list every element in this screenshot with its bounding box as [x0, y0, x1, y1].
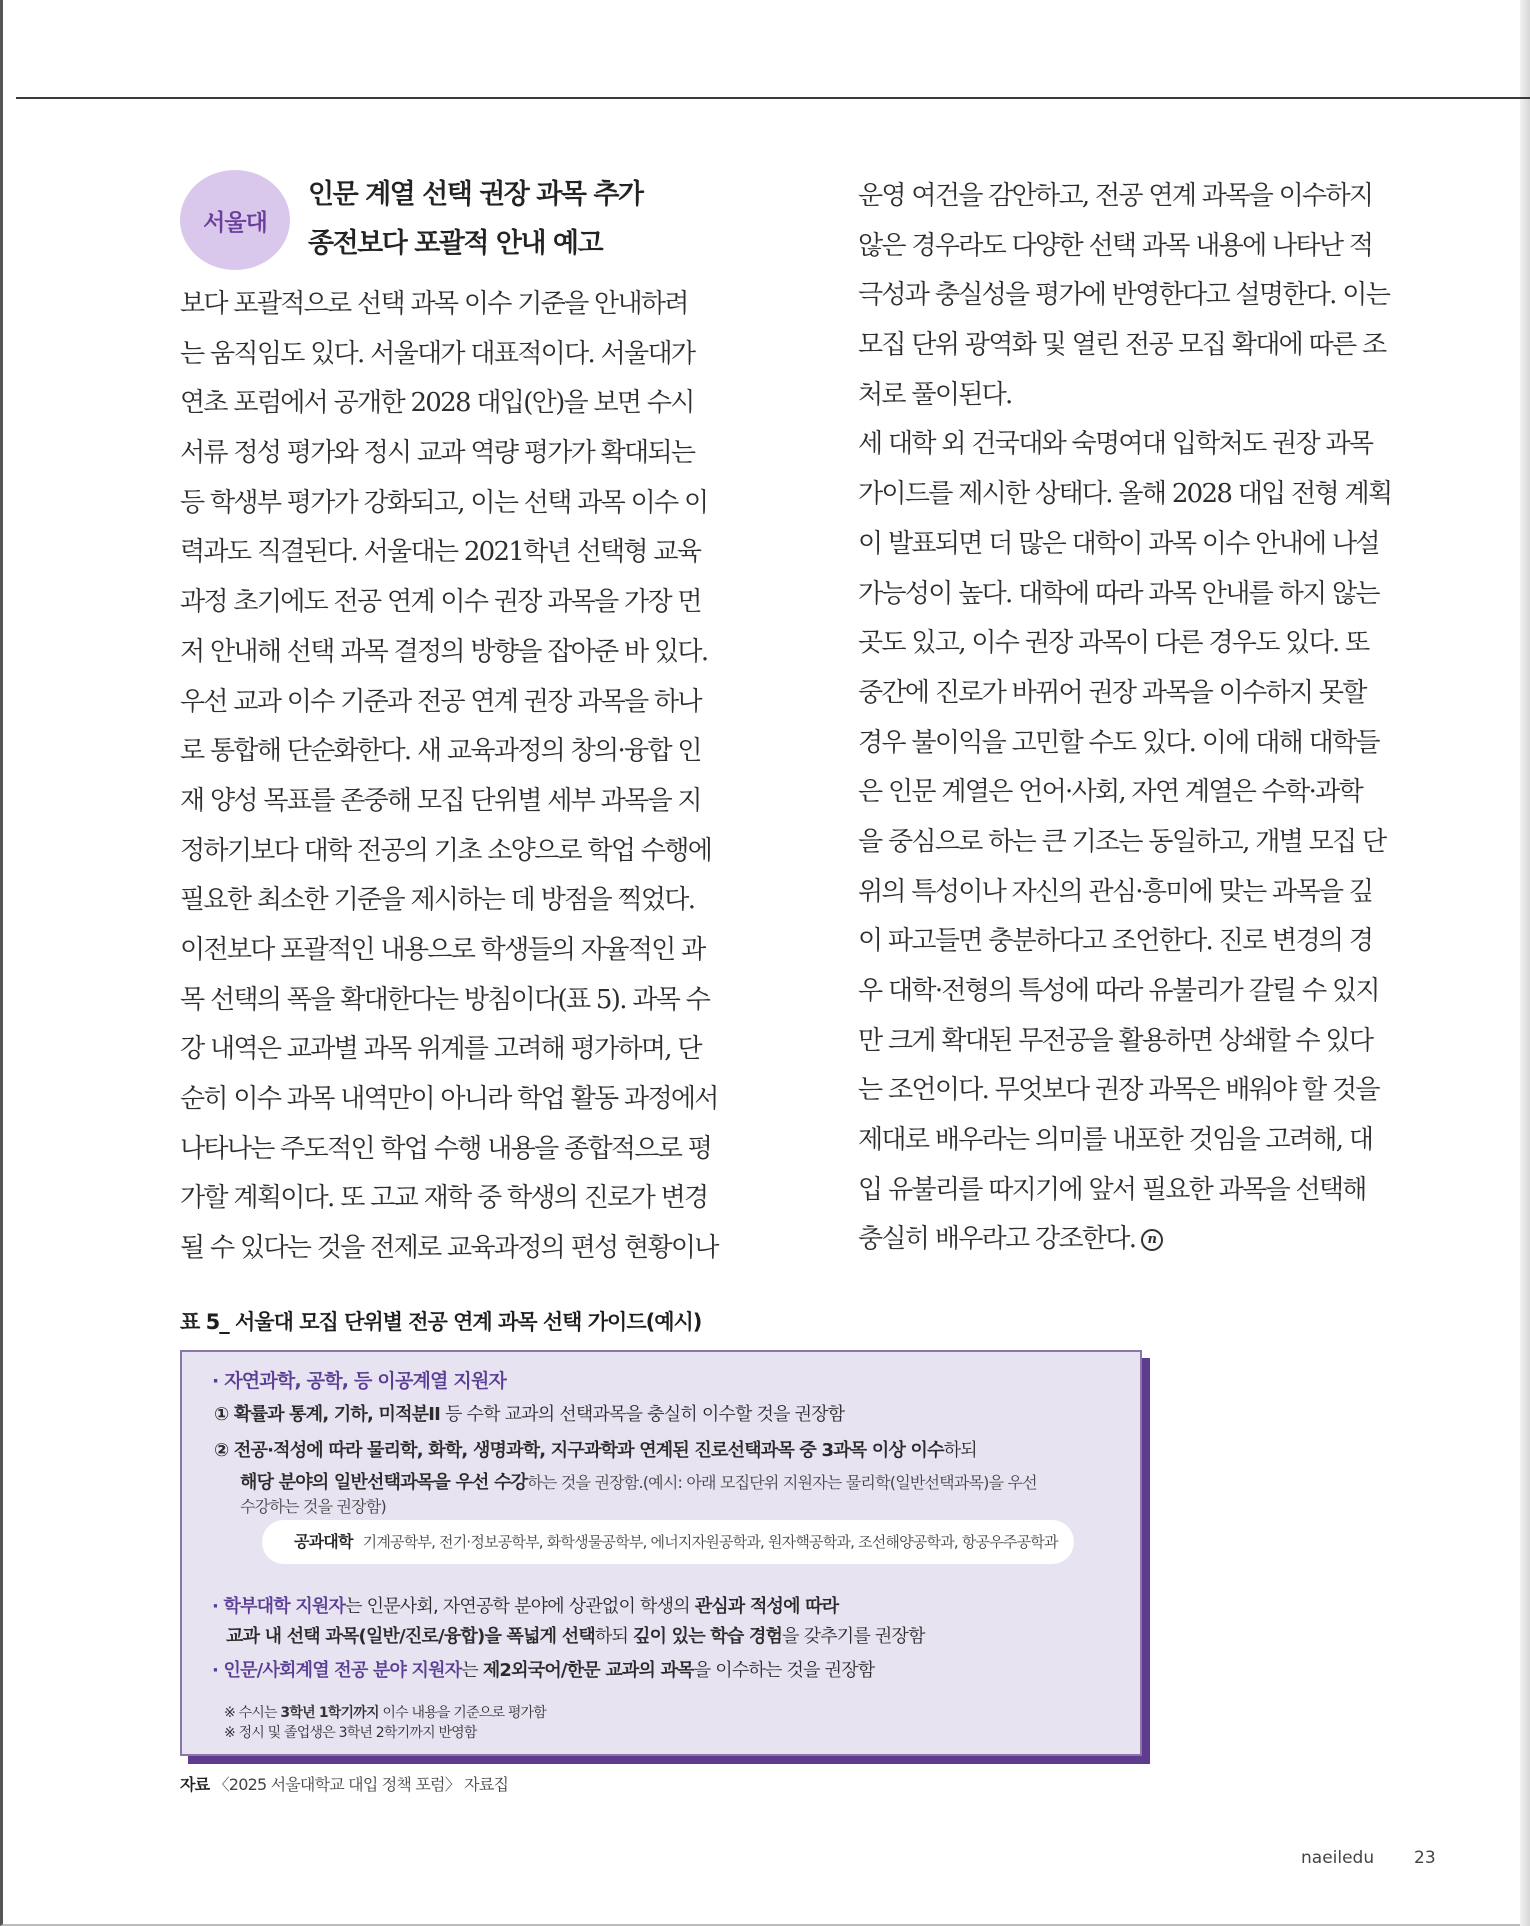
- body-line-text: 중간에 진로가 바뀌어 권장 과목을 이수하지 못할: [858, 677, 1366, 708]
- body-line-text: 모집 단위 광역화 및 열린 전공 모집 확대에 따른 조: [858, 330, 1386, 361]
- body-line-text: 저 안내해 선택 과목 결정의 방향을 잡아준 바 있다.: [180, 636, 708, 667]
- body-line: [858, 1215, 1438, 1265]
- body-line-text: 목 선택의 폭을 확대한다는 방침이다(표 5). 과목 수: [180, 984, 710, 1015]
- body-line-text: 을 중심으로 하는 큰 기조는 동일하고, 개별 모집 단: [858, 826, 1386, 857]
- body-line: [180, 876, 754, 926]
- section-title-line: 종전보다 포괄적 안내 예고: [308, 228, 603, 259]
- applicant-college-cont-bold1: 교과 내 선택 과목(일반/진로/융합)을 폭넓게 선택: [226, 1626, 595, 1647]
- body-line: [180, 379, 754, 429]
- body-line: [180, 678, 754, 728]
- body-line: [858, 768, 1438, 818]
- guide-item-2-tail: 수강하는 것을 권장함): [240, 1497, 386, 1516]
- source-label: 자료: [180, 1775, 210, 1794]
- body-line-text: 가할 계획이다. 또 고교 재학 중 학생의 진로가 변경: [180, 1183, 708, 1214]
- body-line: [858, 321, 1438, 371]
- applicant-college-bold: 관심과 적성에 따라: [694, 1596, 839, 1617]
- pill-label: 공과대학: [294, 1532, 353, 1551]
- guide-box: [180, 1350, 1142, 1756]
- body-line-text: 위의 특성이나 자신의 관심·흥미에 맞는 과목을 깊: [858, 876, 1373, 907]
- applicant-humanities-text: 는: [461, 1660, 483, 1681]
- body-line: [858, 669, 1438, 719]
- body-line-text: 는 조언이다. 무엇보다 권장 과목은 배워야 할 것을: [858, 1075, 1379, 1106]
- body-line-text: 이전보다 포괄적인 내용으로 학생들의 자율적인 과: [180, 934, 705, 965]
- guide-item-1: [214, 1400, 844, 1426]
- applicant-college-cont-text1: 하되: [594, 1626, 634, 1647]
- body-line: [858, 470, 1438, 520]
- note-early: [224, 1702, 546, 1722]
- guide-item-2-cont: [240, 1468, 1037, 1494]
- applicant-college-cont: [226, 1622, 925, 1648]
- body-line: [180, 528, 754, 578]
- body-line: [858, 520, 1438, 570]
- end-mark-icon: n: [1141, 1229, 1163, 1251]
- body-line: [858, 719, 1438, 769]
- guide-item-2: [214, 1436, 977, 1462]
- body-line-text: 운영 여건을 감안하고, 전공 연계 과목을 이수하지: [858, 181, 1373, 211]
- guide-item-1-bold: ① 확률과 통계, 기하, 미적분II: [214, 1404, 441, 1425]
- body-line-text: 가이드를 제시한 상태다. 올해 2028 대입 전형 계획: [858, 479, 1392, 510]
- article-column-right: [858, 172, 1438, 1265]
- article-body-right: [858, 172, 1438, 1265]
- body-line-text: 강 내역은 교과별 과목 위계를 고려해 평가하며, 단: [180, 1034, 701, 1065]
- body-line: [858, 619, 1438, 669]
- guide-item-2-bold: ② 전공·적성에 따라 물리학, 화학, 생명과학, 지구과학과 연계된 진로선택과목 중 3과목 이상 이수: [214, 1440, 944, 1461]
- body-line: [858, 371, 1438, 421]
- section-title: [308, 170, 642, 268]
- page-edge: [1520, 0, 1530, 1926]
- body-line-text: 는 움직임도 있다. 서울대가 대표적이다. 서울대가: [180, 338, 695, 369]
- body-line-text: 처로 풀이된다.: [858, 379, 1012, 410]
- body-line: [858, 1166, 1438, 1216]
- body-line-text: 극성과 충실성을 평가에 반영한다고 설명한다. 이는: [858, 280, 1390, 311]
- applicant-humanities: [212, 1656, 874, 1682]
- body-line: [858, 570, 1438, 620]
- body-line-text: 과정 초기에도 전공 연계 이수 권장 과목을 가장 먼: [180, 587, 701, 618]
- body-line: [858, 917, 1438, 967]
- body-line: [180, 777, 754, 827]
- body-line: [180, 429, 754, 479]
- body-line: [858, 420, 1438, 470]
- body-line-text: 될 수 있다는 것을 전제로 교육과정의 편성 현황이나: [180, 1233, 718, 1264]
- body-line-text: 우선 교과 이수 기준과 전공 연계 권장 과목을 하나: [180, 686, 701, 717]
- source-text: 〈2025 서울대학교 대입 정책 포럼〉 자료집: [213, 1775, 509, 1794]
- body-line: [858, 222, 1438, 272]
- body-line: [180, 1174, 754, 1224]
- body-line-text: 가능성이 높다. 대학에 따라 과목 안내를 하지 않는: [858, 578, 1379, 609]
- applicant-college-cont-bold2: 깊이 있는 학습 경험: [633, 1626, 783, 1647]
- body-line-text: 경우 불이익을 고민할 수도 있다. 이에 대해 대학들: [858, 727, 1379, 758]
- note-early-bold: 3학년 1학기까지: [280, 1705, 379, 1721]
- body-line: [858, 1116, 1438, 1166]
- note-regular: ※ 정시 및 졸업생은 3학년 2학기까지 반영함: [224, 1725, 477, 1741]
- body-line-text: 않은 경우라도 다양한 선택 과목 내용에 나타난 적: [858, 230, 1373, 261]
- section-title-line: 인문 계열 선택 권장 과목 추가: [308, 179, 643, 210]
- body-line: [180, 827, 754, 877]
- table-source: [180, 1772, 508, 1795]
- body-line-text: 정하기보다 대학 전공의 기초 소양으로 학업 수행에: [180, 835, 712, 866]
- body-line-text: 력과도 직결된다. 서울대는 2021학년 선택형 교육: [180, 537, 701, 568]
- university-badge: 서울대: [180, 170, 290, 270]
- body-line-text: 세 대학 외 건국대와 숙명여대 입학처도 권장 과목: [858, 429, 1373, 460]
- body-line: [180, 1224, 754, 1274]
- body-line-text: 로 통합해 단순화한다. 새 교육과정의 창의·융합 인: [180, 736, 701, 767]
- applicant-humanities-bold: 제2외국어/한문 교과의 과목: [482, 1660, 694, 1681]
- body-line-text: 이 파고들면 충분하다고 조언한다. 진로 변경의 경: [858, 926, 1373, 957]
- guide-item-1-text: 등 수학 교과의 선택과목을 충실히 이수할 것을 권장함: [440, 1404, 845, 1425]
- body-line-text: 이 발표되면 더 많은 대학이 과목 이수 안내에 나설: [858, 528, 1379, 559]
- applicant-humanities-label: · 인문/사회계열 전공 분야 지원자: [212, 1660, 462, 1681]
- body-line: [858, 868, 1438, 918]
- body-line: [180, 280, 754, 330]
- body-line-text: 제대로 배우라는 의미를 내포한 것임을 고려해, 대: [858, 1125, 1373, 1156]
- body-line: [858, 271, 1438, 321]
- guide-item-2-cont-bold: 해당 분야의 일반선택과목을 우선 수강: [240, 1472, 528, 1493]
- article-column-left: [180, 170, 754, 1274]
- applicant-college-text: 는 인문사회, 자연공학 분야에 상관없이 학생의: [345, 1596, 695, 1617]
- body-line-text: 서류 정성 평가와 정시 교과 역량 평가가 확대되는: [180, 438, 695, 469]
- body-line: [180, 628, 754, 678]
- note-early-post: 이수 내용을 기준으로 평가함: [378, 1705, 547, 1721]
- body-line: [180, 1075, 754, 1125]
- body-line-text: 충실히 배우라고 강조한다.: [858, 1224, 1136, 1255]
- applicant-science: · 자연과학, 공학, 등 이공계열 지원자: [212, 1370, 507, 1392]
- body-line: [180, 330, 754, 380]
- body-line: [180, 727, 754, 777]
- section-heading: [180, 170, 754, 280]
- applicant-college-label: · 학부대학 지원자: [212, 1596, 346, 1617]
- body-line-text: 순히 이수 과목 내역만이 아니라 학업 활동 과정에서: [180, 1084, 718, 1114]
- guide-item-2-cont-text: 하는 것을 권장함.(예시: 아래 모집단위 지원자는 물리학(일반선택과목)을 우선: [527, 1473, 1037, 1492]
- body-line: [180, 976, 754, 1026]
- body-line: [858, 818, 1438, 868]
- engineering-units-pill: [262, 1520, 1074, 1564]
- body-line: [858, 967, 1438, 1017]
- body-line: [180, 926, 754, 976]
- body-line: [180, 1025, 754, 1075]
- body-line-text: 은 인문 계열은 언어·사회, 자연 계열은 수학·과학: [858, 777, 1362, 808]
- body-line: [858, 1066, 1438, 1116]
- body-line-text: 나타나는 주도적인 학업 수행 내용을 종합적으로 평: [180, 1133, 712, 1164]
- body-line-text: 재 양성 목표를 존중해 모집 단위별 세부 과목을 지: [180, 785, 701, 816]
- body-line: [858, 1017, 1438, 1067]
- body-line-text: 만 크게 확대된 무전공을 활용하면 상쇄할 수 있다: [858, 1025, 1373, 1056]
- applicant-college: [212, 1592, 838, 1618]
- guide-item-2-text: 하되: [943, 1440, 977, 1461]
- body-line-text: 입 유불리를 따지기에 앞서 필요한 과목을 선택해: [858, 1174, 1366, 1205]
- applicant-humanities-tail: 을 이수하는 것을 권장함: [693, 1660, 875, 1681]
- body-line: [180, 1125, 754, 1175]
- body-line-text: 등 학생부 평가가 강화되고, 이는 선택 과목 이수 이: [180, 487, 708, 518]
- body-line: [180, 479, 754, 529]
- body-line-text: 보다 포괄적으로 선택 과목 이수 기준을 안내하려: [180, 289, 688, 319]
- header-rule: [16, 97, 1530, 99]
- body-line-text: 필요한 최소한 기준을 제시하는 데 방점을 찍었다.: [180, 885, 695, 916]
- body-line-text: 연초 포럼에서 공개한 2028 대입(안)을 보면 수시: [180, 388, 694, 419]
- body-line-text: 곳도 있고, 이수 권장 과목이 다른 경우도 있다. 또: [858, 628, 1369, 659]
- footer-magazine-name: naeiledu: [1301, 1848, 1375, 1868]
- table-title: 표 5_ 서울대 모집 단위별 전공 연계 과목 선택 가이드(예시): [180, 1310, 702, 1334]
- note-early-pre: ※ 수시는: [224, 1705, 281, 1721]
- footer-page-number: 23: [1414, 1848, 1436, 1868]
- body-line: [858, 172, 1438, 222]
- pill-text: 기계공학부, 전기·정보공학부, 화학생물공학부, 에너지자원공학과, 원자핵공학과, 조선해양공학과, 항공우주공학과: [362, 1533, 1058, 1551]
- body-line: [180, 578, 754, 628]
- article-body-left: [180, 280, 754, 1274]
- applicant-college-cont-text2: 을 갖추기를 권장함: [782, 1626, 925, 1647]
- body-line-text: 우 대학·전형의 특성에 따라 유불리가 갈릴 수 있지: [858, 976, 1379, 1006]
